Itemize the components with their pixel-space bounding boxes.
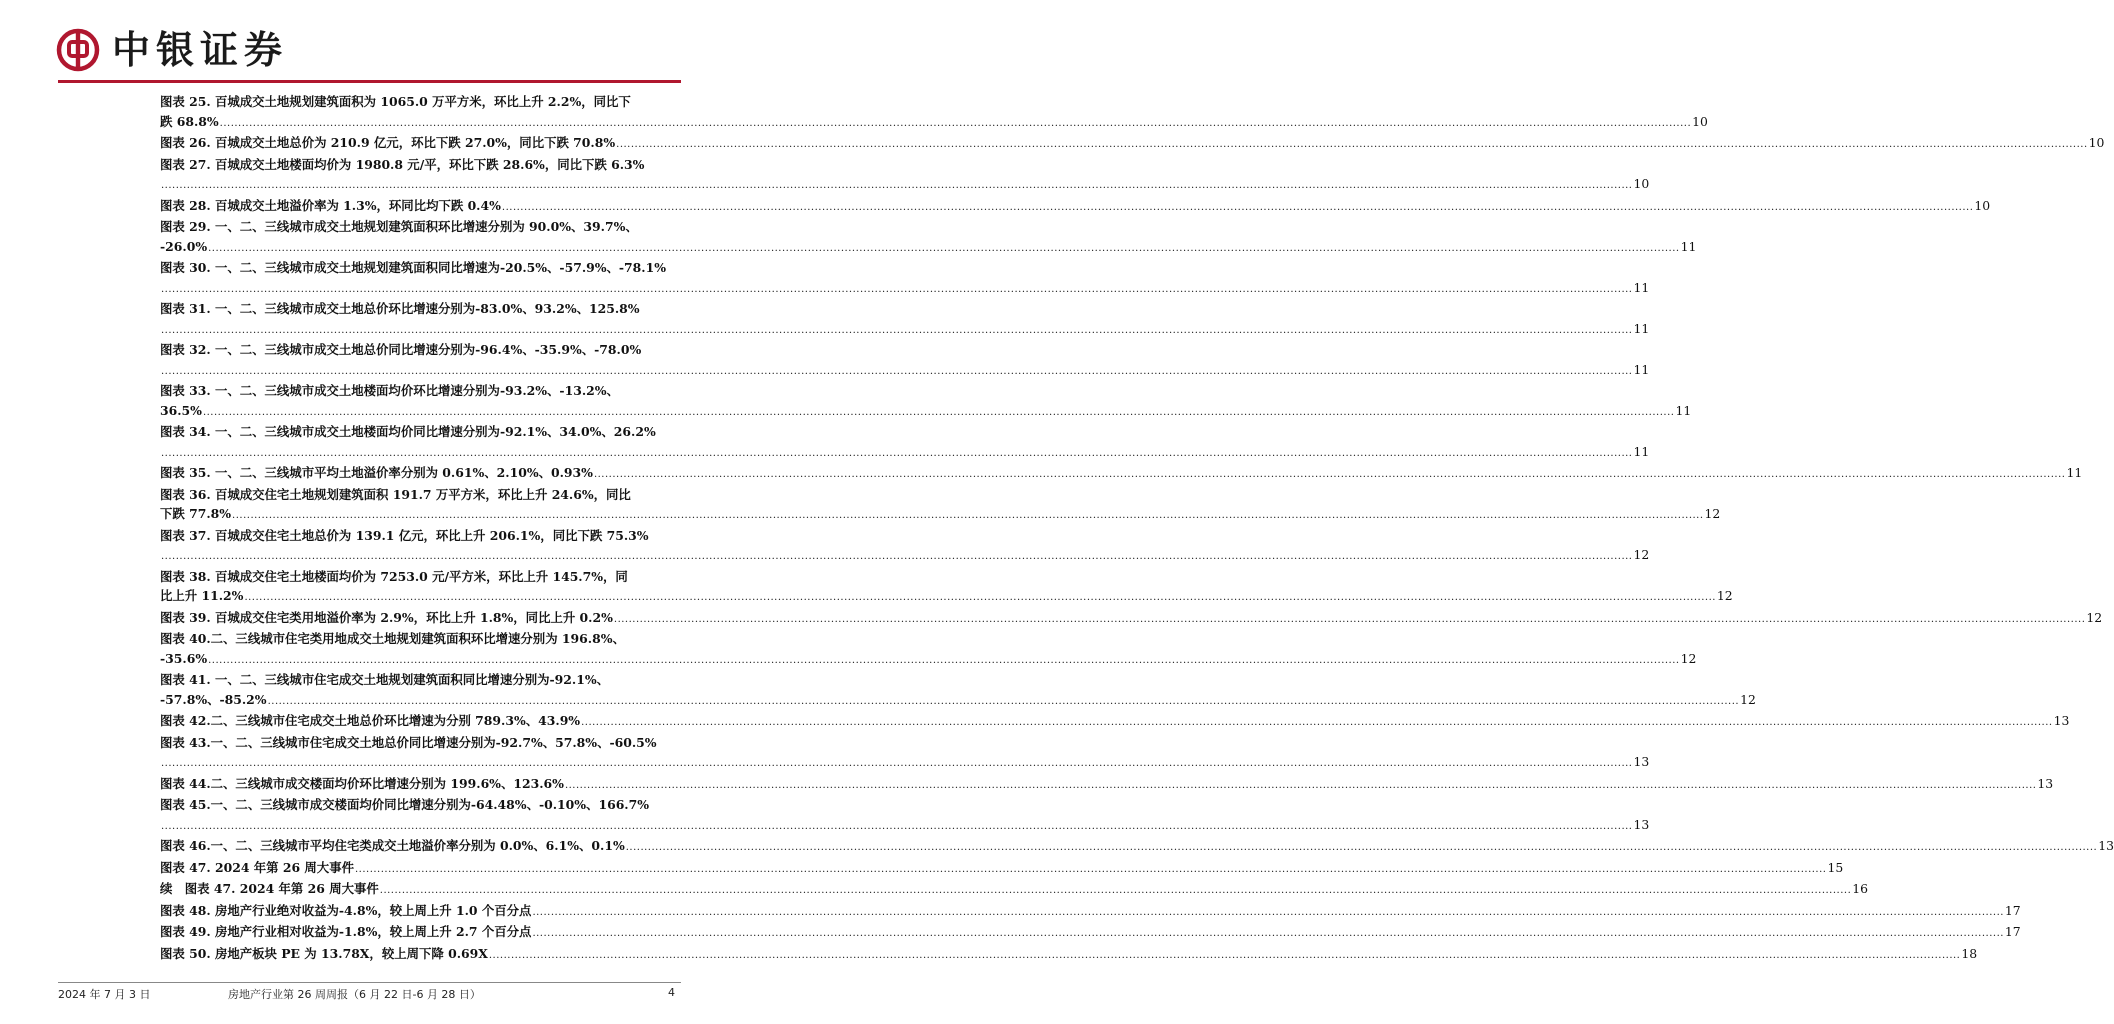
toc-leader-dots: ................................................................................................................................................................................................................................................................................................................................................................................................................: [161, 820, 1633, 832]
toc-entry[interactable]: [160, 485, 1721, 526]
toc-page-number: 18: [1961, 945, 1978, 961]
toc-leader-dots: ................................................................................................................................................................................................................................................................................................................................................................................................................: [161, 551, 1633, 562]
toc-entry[interactable]: [160, 901, 2021, 923]
toc-leader-dots: ................................................................................................................................................................................................................................................................................................................................................................................................................: [161, 324, 1633, 336]
toc-entry-text: 图表 26. 百城成交土地总价为 210.9 亿元，环比下跌 27.0%，同比下跌 70.8%: [160, 135, 616, 150]
toc-page-number: 11: [1675, 402, 1692, 418]
toc-leader-dots: ................................................................................................................................................................................................................................................................................................................................................................................................................: [581, 717, 2053, 728]
toc-page-number: 10: [1974, 197, 1991, 213]
toc-leader-dots: ................................................................................................................................................................................................................................................................................................................................................................................................................: [161, 447, 1633, 459]
footer-date: 2024 年 7 月 3 日: [58, 988, 151, 1001]
toc-page-number: 11: [1633, 443, 1650, 459]
footer-report-title: 房地产行业第 26 周周报（6 月 22 日-6 月 28 日）: [228, 988, 481, 1001]
toc-leader-dots: ................................................................................................................................................................................................................................................................................................................................................................................................................: [161, 758, 1633, 769]
toc-leader-dots: ................................................................................................................................................................................................................................................................................................................................................................................................................: [208, 242, 1680, 254]
toc-entry-text: 图表 31. 一、二、三线城市成交土地总价环比增速分别为-83.0%、93.2%、125.8%: [160, 301, 640, 316]
toc-leader-dots: ................................................................................................................................................................................................................................................................................................................................................................................................................: [613, 613, 2086, 625]
toc-entry[interactable]: [160, 133, 2105, 155]
toc-leader-dots: ................................................................................................................................................................................................................................................................................................................................................................................................................: [564, 779, 2037, 791]
toc-leader-dots: ................................................................................................................................................................................................................................................................................................................................................................................................................: [208, 654, 1680, 666]
header: [0, 0, 724, 90]
toc-page-number: 11: [1633, 320, 1650, 336]
toc-entry[interactable]: [160, 858, 1844, 880]
toc-leader-dots: ................................................................................................................................................................................................................................................................................................................................................................................................................: [267, 695, 1740, 707]
footer-page-number: 4: [668, 986, 675, 999]
toc-page-number: 16: [1852, 881, 1869, 896]
toc-entry[interactable]: [160, 196, 1991, 218]
toc-entry-text: 图表 44.二、三线城市成交楼面均价环比增速分别为 199.6%、123.6%: [160, 775, 564, 791]
toc-page-number: 15: [1827, 859, 1844, 875]
toc-page-number: 13: [2098, 838, 2114, 853]
toc-entry[interactable]: [160, 795, 1650, 836]
toc-page-number: 13: [2053, 713, 2070, 728]
toc-page-number: 11: [2066, 465, 2083, 480]
toc-entry[interactable]: [160, 836, 2114, 858]
toc-entry-text: 图表 27. 百城成交土地楼面均价为 1980.8 元/平，环比下跌 28.6%，同比下跌 6.3%: [160, 156, 645, 172]
toc-leader-dots: ................................................................................................................................................................................................................................................................................................................................................................................................................: [488, 949, 1961, 961]
toc-page-number: 13: [1633, 754, 1650, 769]
toc-entry[interactable]: [160, 92, 1708, 133]
toc-page-number: 11: [1680, 238, 1697, 254]
toc-page-number: 17: [2004, 902, 2021, 918]
toc-entry[interactable]: [160, 463, 2083, 485]
toc-entry[interactable]: [160, 155, 1650, 196]
toc-entry[interactable]: [160, 944, 1978, 966]
toc-page-number: 12: [1740, 691, 1756, 707]
toc-entry-text: 下跌 77.8%: [160, 506, 232, 521]
toc-entry-text: 图表 42.二、三线城市住宅成交土地总价环比增速为分别 789.3%、43.9%: [160, 713, 581, 728]
toc-entry-text: 图表 46.一、二、三线城市平均住宅类成交土地溢价率分别为 0.0%、6.1%、0.1%: [160, 838, 625, 853]
toc-page-number: 11: [1633, 361, 1650, 377]
toc-entry-text: -26.0%: [160, 238, 208, 254]
toc-page-number: 12: [1633, 547, 1650, 562]
toc-leader-dots: ................................................................................................................................................................................................................................................................................................................................................................................................................: [379, 885, 1852, 896]
toc-entry-text: 图表 49. 房地产行业相对收益为-1.8%，较上周上升 2.7 个百分点: [160, 924, 532, 939]
toc-leader-dots: ................................................................................................................................................................................................................................................................................................................................................................................................................: [219, 117, 1692, 129]
toc-page-number: 10: [1692, 113, 1708, 129]
toc-leader-dots: ................................................................................................................................................................................................................................................................................................................................................................................................................: [244, 592, 1716, 603]
toc-entry[interactable]: [160, 774, 2054, 796]
toc-entry[interactable]: [160, 217, 1697, 258]
toc-entry[interactable]: [160, 879, 1869, 901]
toc-entry[interactable]: [160, 258, 1650, 299]
toc-entry-text: 比上升 11.2%: [160, 588, 244, 603]
toc-page-number: 12: [1680, 650, 1697, 666]
toc-entry[interactable]: [160, 299, 1650, 340]
toc-entry[interactable]: [160, 629, 1697, 670]
brand-name: 中银证券: [112, 27, 289, 72]
toc-page-number: 12: [2086, 609, 2103, 625]
toc-entry-text: 图表 39. 百城成交住宅类用地溢价率为 2.9%，环比上升 1.8%，同比上升 0.2%: [160, 609, 613, 625]
toc-entry[interactable]: [160, 340, 1650, 381]
header-rule: [58, 80, 681, 83]
toc-page-number: 12: [1704, 506, 1721, 521]
toc-entry-text: 图表 29. 一、二、三线城市成交土地规划建筑面积环比增速分别为 90.0%、39.7%、: [160, 219, 638, 234]
toc-entry-text: 36.5%: [160, 402, 202, 418]
toc-entry[interactable]: [160, 381, 1692, 422]
toc-entry-text: 图表 30. 一、二、三线城市成交土地规划建筑面积同比增速为-20.5%、-57.9%、-78.1%: [160, 260, 667, 275]
toc-entry-text: 图表 40.二、三线城市住宅类用地成交土地规划建筑面积环比增速分别为 196.8%、: [160, 631, 625, 646]
toc-entry-text: 图表 38. 百城成交住宅土地楼面均价为 7253.0 元/平方米，环比上升 145.7%，同: [160, 568, 628, 584]
toc-page-number: 12: [1716, 588, 1733, 603]
toc-leader-dots: ................................................................................................................................................................................................................................................................................................................................................................................................................: [202, 406, 1675, 418]
toc-entry-text: 图表 37. 百城成交住宅土地总价为 139.1 亿元，环比上升 206.1%，同比下跌 75.3%: [160, 527, 649, 543]
toc-entry-text: 图表 48. 房地产行业绝对收益为-4.8%，较上周上升 1.0 个百分点: [160, 902, 532, 918]
bank-of-china-logo-icon: [56, 28, 100, 72]
toc-entry-text: 图表 28. 百城成交土地溢价率为 1.3%，环同比均下跌 0.4%: [160, 197, 501, 213]
toc-leader-dots: ................................................................................................................................................................................................................................................................................................................................................................................................................: [593, 469, 2066, 480]
toc-entry[interactable]: [160, 526, 1650, 567]
toc-entry-text: 图表 45.一、二、三线城市成交楼面均价同比增速分别为-64.48%、-0.10%、166.7%: [160, 797, 650, 812]
toc-page-number: 11: [1633, 279, 1650, 295]
toc-page-number: 10: [1633, 176, 1650, 191]
toc-page-number: 13: [2037, 775, 2054, 791]
toc-entry[interactable]: [160, 567, 1733, 608]
toc-entry[interactable]: [160, 733, 1650, 774]
toc-entry-text: -35.6%: [160, 650, 208, 666]
toc-entry-text: 图表 32. 一、二、三线城市成交土地总价同比增速分别为-96.4%、-35.9%、-78.0%: [160, 342, 642, 357]
toc-entry[interactable]: [160, 922, 2021, 944]
toc-entry-text: 图表 47. 2024 年第 26 周大事件: [160, 859, 354, 875]
toc-entry-text: 续 图表 47. 2024 年第 26 周大事件: [160, 881, 379, 896]
toc-entry-text: -57.8%、-85.2%: [160, 691, 267, 707]
toc-entry[interactable]: [160, 711, 2070, 733]
toc-page-number: 10: [2088, 135, 2105, 150]
toc-entry[interactable]: [160, 670, 1756, 711]
toc-leader-dots: ................................................................................................................................................................................................................................................................................................................................................................................................................: [532, 928, 2004, 939]
footer-rule: [58, 982, 681, 983]
toc-leader-dots: ................................................................................................................................................................................................................................................................................................................................................................................................................: [232, 510, 1704, 521]
toc-page-number: 17: [2004, 924, 2021, 939]
toc-entry-text: 图表 50. 房地产板块 PE 为 13.78X，较上周下降 0.69X: [160, 945, 488, 961]
toc-entry-text: 跌 68.8%: [160, 113, 219, 129]
toc-leader-dots: ................................................................................................................................................................................................................................................................................................................................................................................................................: [161, 365, 1633, 377]
toc-leader-dots: ................................................................................................................................................................................................................................................................................................................................................................................................................: [161, 283, 1633, 295]
toc-leader-dots: ................................................................................................................................................................................................................................................................................................................................................................................................................: [161, 180, 1633, 191]
table-of-figures: [160, 92, 2114, 965]
toc-entry[interactable]: [160, 422, 1650, 463]
toc-entry-text: 图表 34. 一、二、三线城市成交土地楼面均价同比增速分别为-92.1%、34.0%、26.2%: [160, 424, 656, 439]
toc-entry-text: 图表 35. 一、二、三线城市平均土地溢价率分别为 0.61%、2.10%、0.93%: [160, 465, 593, 480]
toc-page-number: 13: [1633, 816, 1650, 832]
toc-entry-text: 图表 25. 百城成交土地规划建筑面积为 1065.0 万平方米，环比上升 2.2%，同比下: [160, 94, 631, 109]
toc-entry-text: 图表 41. 一、二、三线城市住宅成交土地规划建筑面积同比增速分别为-92.1%、: [160, 672, 609, 687]
toc-leader-dots: ................................................................................................................................................................................................................................................................................................................................................................................................................: [501, 201, 1974, 213]
toc-leader-dots: ................................................................................................................................................................................................................................................................................................................................................................................................................: [625, 842, 2098, 853]
toc-leader-dots: ................................................................................................................................................................................................................................................................................................................................................................................................................: [532, 906, 2004, 918]
toc-entry-text: 图表 33. 一、二、三线城市成交土地楼面均价环比增速分别为-93.2%、-13.2%、: [160, 383, 619, 398]
toc-entry-text: 图表 36. 百城成交住宅土地规划建筑面积 191.7 万平方米，环比上升 24.6%，同比: [160, 486, 631, 502]
toc-entry-text: 图表 43.一、二、三线城市住宅成交土地总价同比增速分别为-92.7%、57.8%、-60.5%: [160, 734, 657, 750]
toc-entry[interactable]: [160, 608, 2103, 630]
toc-leader-dots: ................................................................................................................................................................................................................................................................................................................................................................................................................: [354, 863, 1827, 875]
toc-leader-dots: ................................................................................................................................................................................................................................................................................................................................................................................................................: [616, 139, 2088, 150]
